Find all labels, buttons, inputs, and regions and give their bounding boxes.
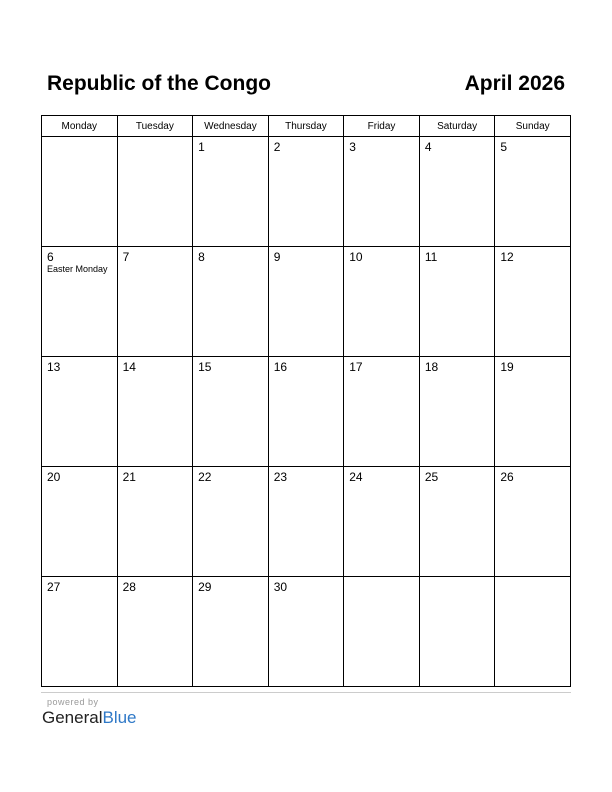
day-cell (495, 247, 571, 357)
day-number: 7 (122, 250, 130, 264)
day-number: 25 (424, 470, 439, 484)
day-cell (344, 137, 420, 247)
day-cell (193, 247, 269, 357)
day-cell (268, 137, 344, 247)
day-number: 2 (273, 140, 281, 154)
day-cell (419, 577, 495, 687)
day-cell (117, 137, 193, 247)
day-cell (42, 467, 118, 577)
day-number: 12 (500, 250, 514, 264)
brand-general: General (42, 708, 103, 727)
day-number: 14 (122, 360, 136, 374)
day-number: 29 (198, 580, 212, 594)
day-number (420, 577, 495, 580)
weekday-header-row (42, 116, 571, 137)
powered-by-text: powered by (47, 697, 99, 707)
brand-blue: Blue (102, 708, 137, 727)
day-number (42, 137, 117, 140)
day-number: 18 (424, 360, 439, 374)
day-cell (419, 247, 495, 357)
weekday-header: Sunday (495, 116, 571, 137)
day-cell (344, 247, 420, 357)
day-number: 15 (198, 360, 212, 374)
day-number: 30 (273, 580, 288, 594)
day-cell (495, 577, 571, 687)
day-number (118, 137, 193, 140)
generalblue-logo[interactable] (42, 708, 137, 728)
week-row (42, 137, 571, 247)
day-number: 16 (273, 360, 288, 374)
day-number: 9 (273, 250, 281, 264)
day-cell (42, 247, 118, 357)
weekday-header: Tuesday (117, 116, 193, 137)
day-cell (495, 137, 571, 247)
day-number: 4 (424, 140, 432, 154)
day-cell (117, 357, 193, 467)
weekday-header: Friday (344, 116, 420, 137)
day-cell (117, 467, 193, 577)
day-cell (344, 357, 420, 467)
day-cell (42, 137, 118, 247)
day-number: 10 (349, 250, 363, 264)
day-number: 23 (273, 470, 288, 484)
day-number: 3 (349, 140, 356, 154)
day-number: 8 (198, 250, 205, 264)
month-year-title: April 2026 (464, 72, 565, 95)
week-row (42, 247, 571, 357)
day-number: 28 (122, 580, 136, 594)
day-cell (419, 357, 495, 467)
day-cell (495, 357, 571, 467)
day-cell (193, 467, 269, 577)
day-number: 24 (349, 470, 363, 484)
weekday-header: Saturday (419, 116, 495, 137)
day-number: 5 (500, 140, 508, 154)
day-cell (42, 577, 118, 687)
day-number: 26 (500, 470, 514, 484)
day-cell (193, 357, 269, 467)
day-cell (193, 137, 269, 247)
holiday-label: Easter Monday (47, 264, 108, 274)
day-number: 19 (500, 360, 514, 374)
day-number: 17 (349, 360, 363, 374)
weekday-header: Wednesday (193, 116, 269, 137)
day-number (495, 577, 570, 580)
day-cell (193, 577, 269, 687)
week-row (42, 577, 571, 687)
day-cell (419, 137, 495, 247)
day-cell (117, 577, 193, 687)
day-number: 21 (122, 470, 136, 484)
day-cell (495, 467, 571, 577)
footer-divider (41, 692, 571, 693)
weekday-header: Thursday (268, 116, 344, 137)
day-cell (268, 577, 344, 687)
day-number: 20 (47, 470, 61, 484)
day-number: 22 (198, 470, 212, 484)
week-row (42, 467, 571, 577)
country-title: Republic of the Congo (47, 72, 271, 95)
day-number: 27 (47, 580, 61, 594)
calendar-grid (41, 115, 571, 687)
day-cell (344, 467, 420, 577)
day-number: 13 (47, 360, 61, 374)
day-cell (268, 357, 344, 467)
day-cell (42, 357, 118, 467)
day-cell (419, 467, 495, 577)
week-row (42, 357, 571, 467)
day-number (344, 577, 419, 580)
weekday-header: Monday (42, 116, 118, 137)
day-cell (117, 247, 193, 357)
day-number: 6 (47, 250, 54, 264)
day-number: 11 (424, 250, 438, 264)
day-cell (344, 577, 420, 687)
day-number: 1 (198, 140, 205, 154)
day-cell (268, 247, 344, 357)
day-cell (268, 467, 344, 577)
